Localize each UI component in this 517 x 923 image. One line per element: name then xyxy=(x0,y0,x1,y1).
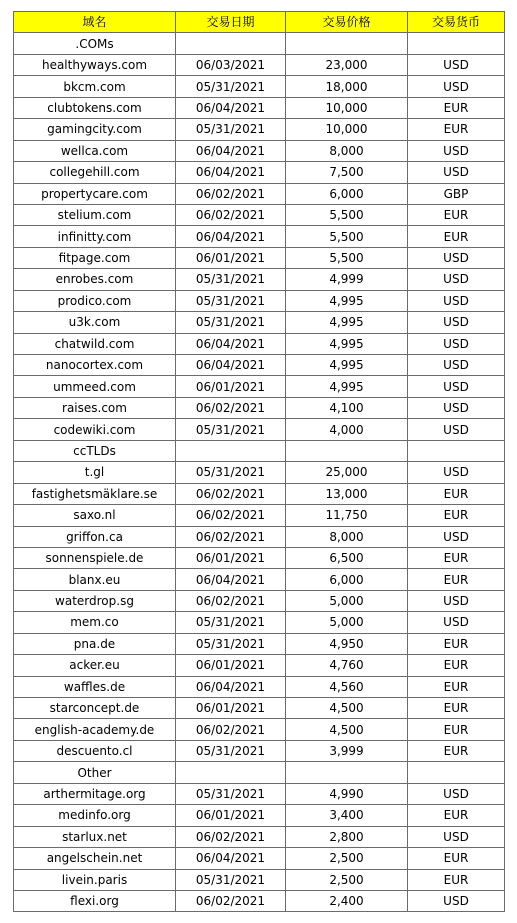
table-row xyxy=(14,183,505,204)
empty-cell[interactable] xyxy=(286,440,408,461)
currency-cell[interactable]: EUR xyxy=(408,226,505,247)
domain-cell[interactable]: english-academy.de xyxy=(14,719,176,740)
currency-cell[interactable]: EUR xyxy=(408,633,505,654)
currency-cell[interactable]: EUR xyxy=(408,869,505,890)
table-row xyxy=(14,526,505,547)
domain-cell[interactable]: codewiki.com xyxy=(14,419,176,440)
currency-cell[interactable]: USD xyxy=(408,462,505,483)
section-title[interactable]: .COMs xyxy=(14,33,176,54)
date-cell[interactable]: 05/31/2021 xyxy=(176,740,286,761)
domain-cell[interactable]: gamingcity.com xyxy=(14,119,176,140)
currency-cell[interactable]: EUR xyxy=(408,848,505,869)
domain-cell[interactable]: blanx.eu xyxy=(14,569,176,590)
currency-cell[interactable]: EUR xyxy=(408,483,505,504)
price-cell[interactable]: 6,000 xyxy=(286,183,408,204)
table-row xyxy=(14,698,505,719)
domain-cell[interactable]: t.gl xyxy=(14,462,176,483)
domain-cell[interactable]: chatwild.com xyxy=(14,333,176,354)
table-row xyxy=(14,655,505,676)
currency-cell[interactable]: EUR xyxy=(408,569,505,590)
domain-cell[interactable]: prodico.com xyxy=(14,290,176,311)
table-row xyxy=(14,397,505,418)
date-cell[interactable]: 06/02/2021 xyxy=(176,505,286,526)
section-row xyxy=(14,440,505,461)
price-cell[interactable]: 4,950 xyxy=(286,633,408,654)
date-cell[interactable]: 05/31/2021 xyxy=(176,612,286,633)
date-cell[interactable]: 05/31/2021 xyxy=(176,783,286,804)
empty-cell[interactable] xyxy=(286,33,408,54)
currency-cell[interactable]: USD xyxy=(408,140,505,161)
currency-cell[interactable]: USD xyxy=(408,76,505,97)
table-row xyxy=(14,633,505,654)
date-cell[interactable]: 06/04/2021 xyxy=(176,569,286,590)
currency-cell[interactable]: USD xyxy=(408,826,505,847)
price-cell[interactable]: 4,995 xyxy=(286,333,408,354)
currency-cell[interactable]: USD xyxy=(408,419,505,440)
domain-cell[interactable]: wellca.com xyxy=(14,140,176,161)
table-row xyxy=(14,740,505,761)
price-cell[interactable]: 5,500 xyxy=(286,247,408,268)
price-cell[interactable]: 4,995 xyxy=(286,355,408,376)
price-cell[interactable]: 4,000 xyxy=(286,419,408,440)
table-row xyxy=(14,333,505,354)
table-row xyxy=(14,848,505,869)
table-row xyxy=(14,247,505,268)
currency-cell[interactable]: EUR xyxy=(408,547,505,568)
date-cell[interactable]: 06/04/2021 xyxy=(176,162,286,183)
table-row xyxy=(14,204,505,225)
price-cell[interactable]: 4,995 xyxy=(286,312,408,333)
domain-cell[interactable]: stelium.com xyxy=(14,204,176,225)
empty-cell[interactable] xyxy=(408,33,505,54)
currency-cell[interactable]: USD xyxy=(408,162,505,183)
date-cell[interactable]: 06/03/2021 xyxy=(176,54,286,75)
domain-cell[interactable]: arthermitage.org xyxy=(14,783,176,804)
price-cell[interactable]: 10,000 xyxy=(286,97,408,118)
domain-cell[interactable]: sonnenspiele.de xyxy=(14,547,176,568)
price-cell[interactable]: 25,000 xyxy=(286,462,408,483)
date-cell[interactable]: 05/31/2021 xyxy=(176,269,286,290)
price-cell[interactable]: 18,000 xyxy=(286,76,408,97)
table-row xyxy=(14,612,505,633)
currency-cell[interactable]: USD xyxy=(408,333,505,354)
domain-cell[interactable]: collegehill.com xyxy=(14,162,176,183)
date-cell[interactable]: 06/04/2021 xyxy=(176,333,286,354)
table-row xyxy=(14,226,505,247)
date-cell[interactable]: 06/01/2021 xyxy=(176,376,286,397)
header-domain[interactable]: 域名 xyxy=(14,12,176,33)
table-row xyxy=(14,676,505,697)
currency-cell[interactable]: EUR xyxy=(408,740,505,761)
table-row xyxy=(14,505,505,526)
domain-cell[interactable]: griffon.ca xyxy=(14,526,176,547)
date-cell[interactable]: 06/01/2021 xyxy=(176,655,286,676)
currency-cell[interactable]: USD xyxy=(408,526,505,547)
price-cell[interactable]: 4,990 xyxy=(286,783,408,804)
table-row xyxy=(14,826,505,847)
price-cell[interactable]: 23,000 xyxy=(286,54,408,75)
currency-cell[interactable]: USD xyxy=(408,783,505,804)
table-row xyxy=(14,890,505,911)
table-row xyxy=(14,119,505,140)
currency-cell[interactable]: USD xyxy=(408,290,505,311)
table-row xyxy=(14,783,505,804)
table-row xyxy=(14,719,505,740)
price-cell[interactable]: 5,000 xyxy=(286,590,408,611)
domain-cell[interactable]: fastighetsmäklare.se xyxy=(14,483,176,504)
domain-cell[interactable]: saxo.nl xyxy=(14,505,176,526)
domain-cell[interactable]: nanocortex.com xyxy=(14,355,176,376)
domain-cell[interactable]: infinitty.com xyxy=(14,226,176,247)
table-row xyxy=(14,312,505,333)
domain-cell[interactable]: descuento.cl xyxy=(14,740,176,761)
domain-cell[interactable]: healthyways.com xyxy=(14,54,176,75)
domain-sales-table xyxy=(13,11,505,912)
table-row xyxy=(14,419,505,440)
date-cell[interactable]: 06/04/2021 xyxy=(176,97,286,118)
date-cell[interactable]: 06/04/2021 xyxy=(176,848,286,869)
date-cell[interactable]: 06/02/2021 xyxy=(176,183,286,204)
table-row xyxy=(14,590,505,611)
currency-cell[interactable]: USD xyxy=(408,269,505,290)
currency-cell[interactable]: EUR xyxy=(408,204,505,225)
price-cell[interactable]: 2,400 xyxy=(286,890,408,911)
price-cell[interactable]: 8,000 xyxy=(286,526,408,547)
table-row xyxy=(14,569,505,590)
domain-cell[interactable]: mem.co xyxy=(14,612,176,633)
table-row xyxy=(14,547,505,568)
price-cell[interactable]: 5,500 xyxy=(286,204,408,225)
currency-cell[interactable]: EUR xyxy=(408,119,505,140)
date-cell[interactable]: 05/31/2021 xyxy=(176,462,286,483)
date-cell[interactable]: 06/02/2021 xyxy=(176,590,286,611)
date-cell[interactable]: 06/02/2021 xyxy=(176,483,286,504)
currency-cell[interactable]: EUR xyxy=(408,719,505,740)
header-date[interactable]: 交易日期 xyxy=(176,12,286,33)
domain-cell[interactable]: medinfo.org xyxy=(14,805,176,826)
price-cell[interactable]: 4,500 xyxy=(286,719,408,740)
currency-cell[interactable]: USD xyxy=(408,54,505,75)
domain-cell[interactable]: u3k.com xyxy=(14,312,176,333)
table-row xyxy=(14,483,505,504)
table-row xyxy=(14,140,505,161)
empty-cell[interactable] xyxy=(408,762,505,783)
table-row xyxy=(14,355,505,376)
price-cell[interactable]: 4,500 xyxy=(286,698,408,719)
domain-cell[interactable]: propertycare.com xyxy=(14,183,176,204)
price-cell[interactable]: 4,100 xyxy=(286,397,408,418)
date-cell[interactable]: 06/04/2021 xyxy=(176,676,286,697)
currency-cell[interactable]: EUR xyxy=(408,655,505,676)
domain-cell[interactable]: angelschein.net xyxy=(14,848,176,869)
empty-cell[interactable] xyxy=(408,440,505,461)
domain-cell[interactable]: ummeed.com xyxy=(14,376,176,397)
price-cell[interactable]: 2,500 xyxy=(286,869,408,890)
date-cell[interactable]: 05/31/2021 xyxy=(176,290,286,311)
table-row xyxy=(14,162,505,183)
date-cell[interactable]: 06/02/2021 xyxy=(176,526,286,547)
currency-cell[interactable]: USD xyxy=(408,612,505,633)
currency-cell[interactable]: USD xyxy=(408,312,505,333)
price-cell[interactable]: 2,500 xyxy=(286,848,408,869)
date-cell[interactable]: 06/02/2021 xyxy=(176,204,286,225)
price-cell[interactable]: 7,500 xyxy=(286,162,408,183)
table-row xyxy=(14,97,505,118)
price-cell[interactable]: 4,999 xyxy=(286,269,408,290)
table-row xyxy=(14,290,505,311)
currency-cell[interactable]: USD xyxy=(408,397,505,418)
currency-cell[interactable]: EUR xyxy=(408,805,505,826)
price-cell[interactable]: 11,750 xyxy=(286,505,408,526)
domain-cell[interactable]: waffles.de xyxy=(14,676,176,697)
domain-cell[interactable]: waterdrop.sg xyxy=(14,590,176,611)
domain-cell[interactable]: raises.com xyxy=(14,397,176,418)
domain-cell[interactable]: bkcm.com xyxy=(14,76,176,97)
header-currency[interactable]: 交易货币 xyxy=(408,12,505,33)
price-cell[interactable]: 3,400 xyxy=(286,805,408,826)
date-cell[interactable]: 06/01/2021 xyxy=(176,247,286,268)
table-row xyxy=(14,805,505,826)
table-row xyxy=(14,376,505,397)
currency-cell[interactable]: GBP xyxy=(408,183,505,204)
price-cell[interactable]: 5,500 xyxy=(286,226,408,247)
domain-cell[interactable]: livein.paris xyxy=(14,869,176,890)
domain-cell[interactable]: enrobes.com xyxy=(14,269,176,290)
price-cell[interactable]: 5,000 xyxy=(286,612,408,633)
date-cell[interactable]: 06/02/2021 xyxy=(176,719,286,740)
date-cell[interactable]: 06/04/2021 xyxy=(176,226,286,247)
date-cell[interactable]: 05/31/2021 xyxy=(176,76,286,97)
price-cell[interactable]: 4,560 xyxy=(286,676,408,697)
table-row xyxy=(14,76,505,97)
date-cell[interactable]: 06/01/2021 xyxy=(176,547,286,568)
domain-cell[interactable]: acker.eu xyxy=(14,655,176,676)
currency-cell[interactable]: USD xyxy=(408,355,505,376)
price-cell[interactable]: 2,800 xyxy=(286,826,408,847)
domain-cell[interactable]: fitpage.com xyxy=(14,247,176,268)
currency-cell[interactable]: USD xyxy=(408,376,505,397)
currency-cell[interactable]: USD xyxy=(408,590,505,611)
table-row xyxy=(14,869,505,890)
date-cell[interactable]: 05/31/2021 xyxy=(176,633,286,654)
domain-cell[interactable]: clubtokens.com xyxy=(14,97,176,118)
section-row xyxy=(14,33,505,54)
price-cell[interactable]: 4,760 xyxy=(286,655,408,676)
price-cell[interactable]: 4,995 xyxy=(286,290,408,311)
empty-cell[interactable] xyxy=(176,440,286,461)
price-cell[interactable]: 3,999 xyxy=(286,740,408,761)
date-cell[interactable]: 06/01/2021 xyxy=(176,698,286,719)
table-row xyxy=(14,269,505,290)
price-cell[interactable]: 6,500 xyxy=(286,547,408,568)
empty-cell[interactable] xyxy=(176,762,286,783)
date-cell[interactable]: 06/02/2021 xyxy=(176,826,286,847)
date-cell[interactable]: 05/31/2021 xyxy=(176,869,286,890)
currency-cell[interactable]: EUR xyxy=(408,505,505,526)
domain-cell[interactable]: starlux.net xyxy=(14,826,176,847)
price-cell[interactable]: 8,000 xyxy=(286,140,408,161)
price-cell[interactable]: 13,000 xyxy=(286,483,408,504)
table-row xyxy=(14,54,505,75)
section-row xyxy=(14,762,505,783)
currency-cell[interactable]: EUR xyxy=(408,698,505,719)
empty-cell[interactable] xyxy=(286,762,408,783)
table-row xyxy=(14,462,505,483)
empty-cell[interactable] xyxy=(176,33,286,54)
date-cell[interactable]: 06/01/2021 xyxy=(176,805,286,826)
currency-cell[interactable]: USD xyxy=(408,890,505,911)
currency-cell[interactable]: EUR xyxy=(408,97,505,118)
section-title[interactable]: ccTLDs xyxy=(14,440,176,461)
domain-cell[interactable]: starconcept.de xyxy=(14,698,176,719)
domain-cell[interactable]: pna.de xyxy=(14,633,176,654)
currency-cell[interactable]: USD xyxy=(408,247,505,268)
date-cell[interactable]: 05/31/2021 xyxy=(176,312,286,333)
date-cell[interactable]: 06/02/2021 xyxy=(176,397,286,418)
date-cell[interactable]: 06/04/2021 xyxy=(176,355,286,376)
date-cell[interactable]: 05/31/2021 xyxy=(176,119,286,140)
section-title[interactable]: Other xyxy=(14,762,176,783)
header-row xyxy=(14,12,505,33)
domain-cell[interactable]: flexi.org xyxy=(14,890,176,911)
price-cell[interactable]: 10,000 xyxy=(286,119,408,140)
date-cell[interactable]: 05/31/2021 xyxy=(176,419,286,440)
currency-cell[interactable]: EUR xyxy=(408,676,505,697)
header-price[interactable]: 交易价格 xyxy=(286,12,408,33)
price-cell[interactable]: 6,000 xyxy=(286,569,408,590)
date-cell[interactable]: 06/02/2021 xyxy=(176,890,286,911)
price-cell[interactable]: 4,995 xyxy=(286,376,408,397)
date-cell[interactable]: 06/04/2021 xyxy=(176,140,286,161)
